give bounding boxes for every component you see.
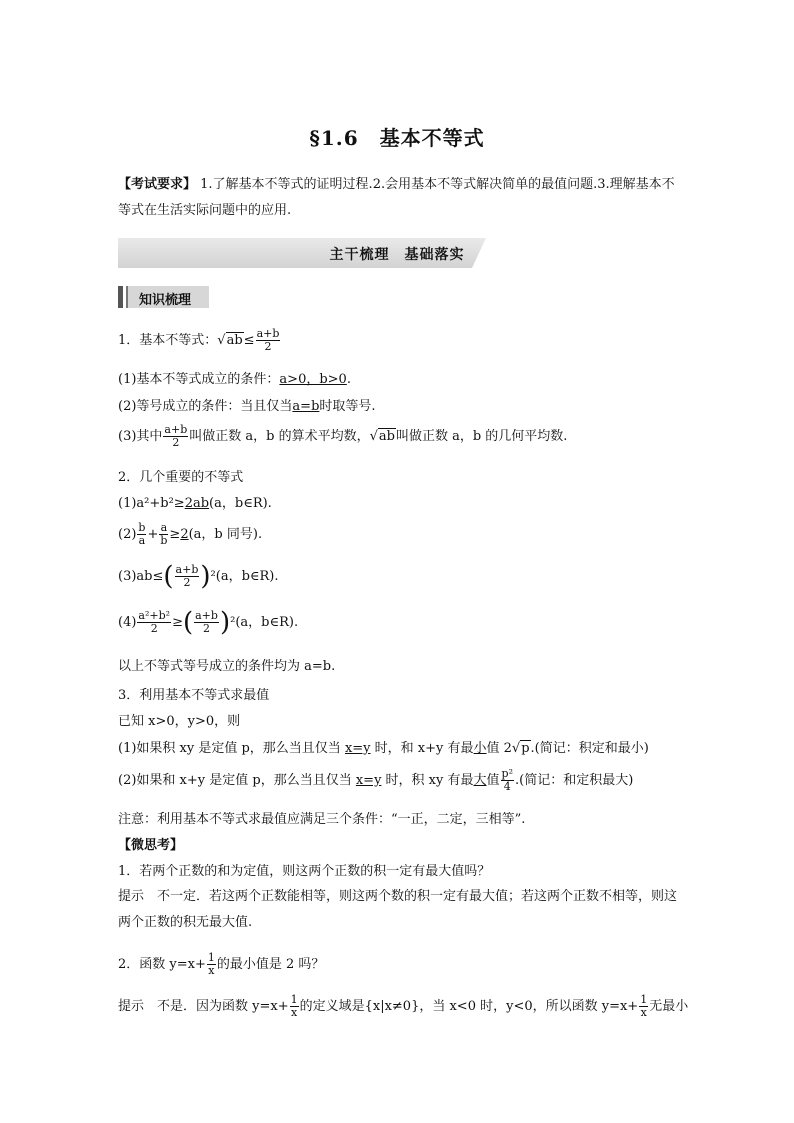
- point-3-note: 注意：利用基本不等式求最值应满足三个条件：“一正，二定，三相等”.: [118, 812, 526, 827]
- point-3-given: 已知 x>0，y>0，则: [118, 714, 241, 729]
- banner-title: 主干梳理 基础落实: [329, 247, 465, 263]
- point-2-note: 以上不等式等号成立的条件均为 a=b.: [118, 659, 336, 674]
- section-tag-label: 知识梳理: [139, 293, 192, 308]
- point-3-2: (2)如果和 x+y 是定值 p，那么当且仅当 x=y 时，积 xy 有最大值 $\frac{\text{p²}}{4}$ .(简记：和定积最大): [118, 767, 634, 793]
- micro-thinking-tag: 【微思考】: [118, 838, 184, 853]
- point-1-1: (1)基本不等式成立的条件：a>0，b>0.: [118, 372, 351, 387]
- point-2-1: (1)a²+b²≥2ab(a，b∈R).: [118, 496, 272, 511]
- exam-requirements: [118, 172, 684, 224]
- section-tag-knowledge: [118, 286, 209, 308]
- requirements-text: 1.了解基本不等式的证明过程.2.会用基本不等式解决简单的最值问题.3.理解基本不等式在生活实际问题中的应用.: [118, 177, 675, 218]
- question-2: 2．函数 y=x+ $\frac{1}{x}$ 的最小值是 2 吗？: [118, 951, 325, 977]
- answer-2: 提示 不是．因为函数 y=x+ $\frac{1}{x}$ 的定义域是{x|x≠0}，当 x<0 时，y<0，所以函数 y=x+ $\frac{1}{x}$ 无最小: [118, 993, 689, 1019]
- point-2-2: (2) $\frac{b}{a}$ + $\frac{a}{b}$ ≥2(a，b 同号).: [118, 521, 263, 547]
- point-1-basic-inequality: 1．基本不等式：√ab≤ $\frac{a+b}{2}$: [118, 327, 280, 353]
- fraction: $\frac{a+b}{2}$: [256, 327, 280, 353]
- point-2-heading: 2．几个重要的不等式: [118, 470, 244, 485]
- point-2-3: (3)ab≤( $\frac{a+b}{2}$ )²(a，b∈R).: [118, 561, 279, 592]
- answer-1: 提示 不一定．若这两个正数能相等，则这两个数的积一定有最大值；若这两个正数不相等，则这两个正数的积无最大值.: [118, 889, 678, 930]
- point-1-2: (2)等号成立的条件：当且仅当a=b时取等号.: [118, 399, 376, 414]
- page-title: §1.6 基本不等式: [309, 126, 485, 150]
- point-1-3: (3)其中 $\frac{a+b}{2}$ 叫做正数 a，b 的算术平均数，√ab叫做正数 a，b 的几何平均数.: [118, 423, 568, 449]
- point-3-1: (1)如果积 xy 是定值 p，那么当且仅当 x=y 时，和 x+y 有最小值 2√p.(简记：积定和最小): [118, 741, 649, 756]
- point-3-heading: 3．利用基本不等式求最值: [118, 688, 270, 703]
- point-2-4: (4) $\frac{\text{a²+b²}}{2}$ ≥( $\frac{a+b}{2}$ )²(a，b∈R).: [118, 607, 299, 638]
- section-banner: [118, 238, 676, 268]
- question-1: 1．若两个正数的和为定值，则这两个正数的积一定有最大值吗？: [118, 864, 491, 879]
- requirements-tag: 【考试要求】: [118, 177, 197, 192]
